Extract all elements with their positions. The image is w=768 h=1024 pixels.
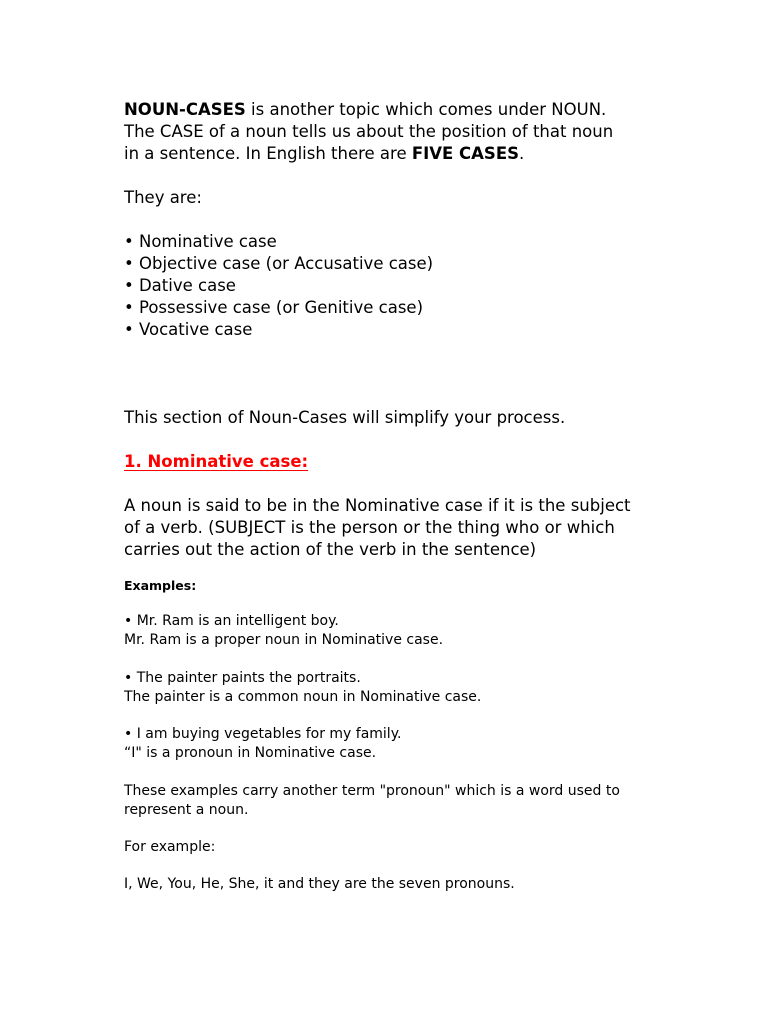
- example-explanation: The painter is a common noun in Nominative case.: [124, 689, 482, 705]
- intro-line-1: NOUN-CASES is another topic which comes under NOUN.: [124, 100, 607, 119]
- for-example-label: For example:: [124, 839, 216, 855]
- example-sentence: • Mr. Ram is an intelligent boy.: [124, 613, 339, 629]
- intro-line-3: in a sentence. In English there are FIVE CASES.: [124, 144, 525, 163]
- example-explanation: “I" is a pronoun in Nominative case.: [124, 745, 377, 761]
- case-list-item: • Objective case (or Accusative case): [124, 254, 434, 273]
- definition-line-3: carries out the action of the verb in the sentence): [124, 540, 537, 559]
- case-list-item: • Dative case: [124, 276, 236, 295]
- definition-line-2: of a verb. (SUBJECT is the person or the thing who or which: [124, 518, 615, 537]
- they-are-label: They are:: [124, 188, 202, 207]
- example-explanation: Mr. Ram is a proper noun in Nominative case.: [124, 632, 444, 648]
- case-list-item: • Possessive case (or Genitive case): [124, 298, 424, 317]
- definition-line-1: A noun is said to be in the Nominative case if it is the subject: [124, 496, 631, 515]
- pronoun-note-line-1: These examples carry another term "pronoun" which is a word used to: [124, 783, 620, 799]
- example-sentence: • I am buying vegetables for my family.: [124, 726, 402, 742]
- case-list-item: • Vocative case: [124, 320, 253, 339]
- case-list-item: • Nominative case: [124, 232, 277, 251]
- pronoun-note-line-2: represent a noun.: [124, 802, 249, 818]
- section-heading-nominative: 1. Nominative case:: [124, 452, 309, 471]
- pronouns-line: I, We, You, He, She, it and they are the seven pronouns.: [124, 876, 515, 892]
- examples-label: Examples:: [124, 578, 197, 593]
- simplify-line: This section of Noun-Cases will simplify your process.: [124, 408, 566, 427]
- intro-line-2: The CASE of a noun tells us about the position of that noun: [124, 122, 614, 141]
- example-sentence: • The painter paints the portraits.: [124, 670, 361, 686]
- five-cases-term: FIVE CASES: [411, 144, 519, 163]
- noun-cases-term: NOUN-CASES: [124, 100, 246, 119]
